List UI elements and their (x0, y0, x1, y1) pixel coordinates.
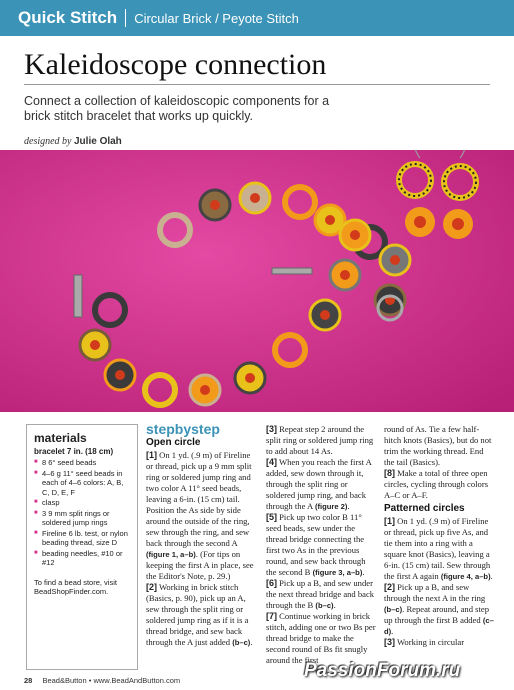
materials-title: materials (34, 431, 87, 445)
pc-step-1: [1] On 1 yd. (.9 m) of Fireline or thread, pick up five As, and tie them into a ring with a square knot (Basics), leaving a 6-in. (15 cm) tail. Sew through the first A again (figure 4, a–b). (384, 516, 493, 581)
pc-step-3: [3] Working in circular (384, 637, 465, 647)
step-6: [6] Pick up a B, and sew under the next thread bridge and back through the B (b–c). (266, 578, 375, 610)
byline (24, 136, 122, 147)
bead-center (250, 193, 260, 203)
materials-item: ■ 8 6° seed beads (34, 458, 130, 468)
column-1 (146, 421, 258, 648)
bead-center (340, 270, 350, 280)
materials-item: ■ clasp (34, 498, 130, 508)
column-3 (384, 424, 496, 648)
section-subtitle: Circular Brick / Peyote Stitch (134, 10, 299, 26)
step-7: [7] Continue working in brick stitch, adding one or two Bs per thread bridge to make the second round of Bs fit snugly around the first (266, 611, 376, 665)
article-title: Kaleidoscope connection (24, 48, 327, 81)
bead-center (210, 200, 220, 210)
page-footer: 28 Bead&Button • www.BeadAndButton.com (24, 676, 181, 685)
open-circle-heading: Open circle (146, 437, 201, 448)
materials-item: ■ 4–6 g 11° seed beads in each of 4–6 colors: A, B, C, D, E, F (34, 469, 130, 498)
bead-center (320, 310, 330, 320)
materials-item: ■ beading needles, #10 or #12 (34, 549, 130, 568)
section-label: Quick Stitch (18, 8, 118, 27)
step-4: [4] When you reach the first A added, sew down through it, through the split ring or soldered jump ring, and back through the A (figure 2). (266, 457, 372, 511)
page-number: 28 (24, 676, 33, 685)
materials-item: ■ 3 9 mm split rings or soldered jump rings (34, 509, 130, 528)
byline-author: Julie Olah (74, 136, 122, 147)
bracelet-photo (0, 150, 514, 412)
materials-item: ■ Fireline 6 lb. test, or nylon beading thread, size D (34, 529, 130, 548)
step-2: [2] Working in brick stitch (Basics, p. 90), pick up an A, sew through the split ring or soldered jump ring as if it is a thread bridge, and sew back through the A just added (b–c). (146, 582, 253, 647)
materials-subtitle: bracelet 7 in. (18 cm) (34, 447, 114, 456)
step-3: [3] Repeat step 2 around the split ring or soldered jump ring to add about 14 As. (266, 424, 374, 456)
bead-center (200, 385, 210, 395)
step-5: [5] Pick up two color B 11° seed beads, sew under the thread bridge connecting the first two As in the previous round, and sew back through the second B (figure 3, a–b). (266, 512, 366, 577)
magazine-url[interactable]: www.BeadAndButton.com (93, 676, 181, 685)
bead-center (115, 370, 125, 380)
bead-center (245, 373, 255, 383)
section-header (0, 0, 514, 36)
patterned-circles-heading: Patterned circles (384, 503, 465, 514)
article-lede: Connect a collection of kaleidoscopic components for a brick stitch bracelet that works up quickly. (24, 94, 330, 123)
magazine-name: Bead&Button (42, 676, 87, 685)
bead-center (350, 230, 360, 240)
watermark: PassionForum.ru (304, 660, 461, 681)
stepbystep-heading: stepbystep (146, 421, 220, 437)
bead-store-note: To find a bead store, visit BeadShopFinder.com. (34, 577, 117, 596)
step-7-continued: round of As. Tie a few half-hitch knots (Basics), but do not trim the working thread. End the tail (Basics). (384, 424, 492, 467)
step-1: [1] On 1 yd. (.9 m) of Fireline or thread, pick up a 9 mm split ring or soldered jump ring and two color A 11° seed beads, leaving a 6-in. (15 cm) tail. Position the As side by side around the outside of the ring, sew through the ring, and sew back through the second A (figure 1, a–b). (For tips on keeping the first A in place, see the Editor's Note, p. 29.) (146, 450, 254, 581)
bracelet-illustration (0, 150, 514, 412)
title-rule (24, 84, 490, 85)
byline-prefix: designed by (24, 136, 72, 147)
column-2 (266, 424, 378, 666)
materials-list (34, 458, 130, 568)
step-8: [8] Make a total of three open circles, cycling through colors A–C or A–F. (384, 468, 489, 500)
bead-center (325, 215, 335, 225)
bead-center (390, 255, 400, 265)
header-divider (125, 9, 126, 27)
bead-center (90, 340, 100, 350)
pc-step-2: [2] Pick up a B, and sew through the next A in the ring (b–c). Repeat around, and step up through the first B added (c–d). (384, 582, 494, 636)
materials-box (26, 424, 138, 670)
